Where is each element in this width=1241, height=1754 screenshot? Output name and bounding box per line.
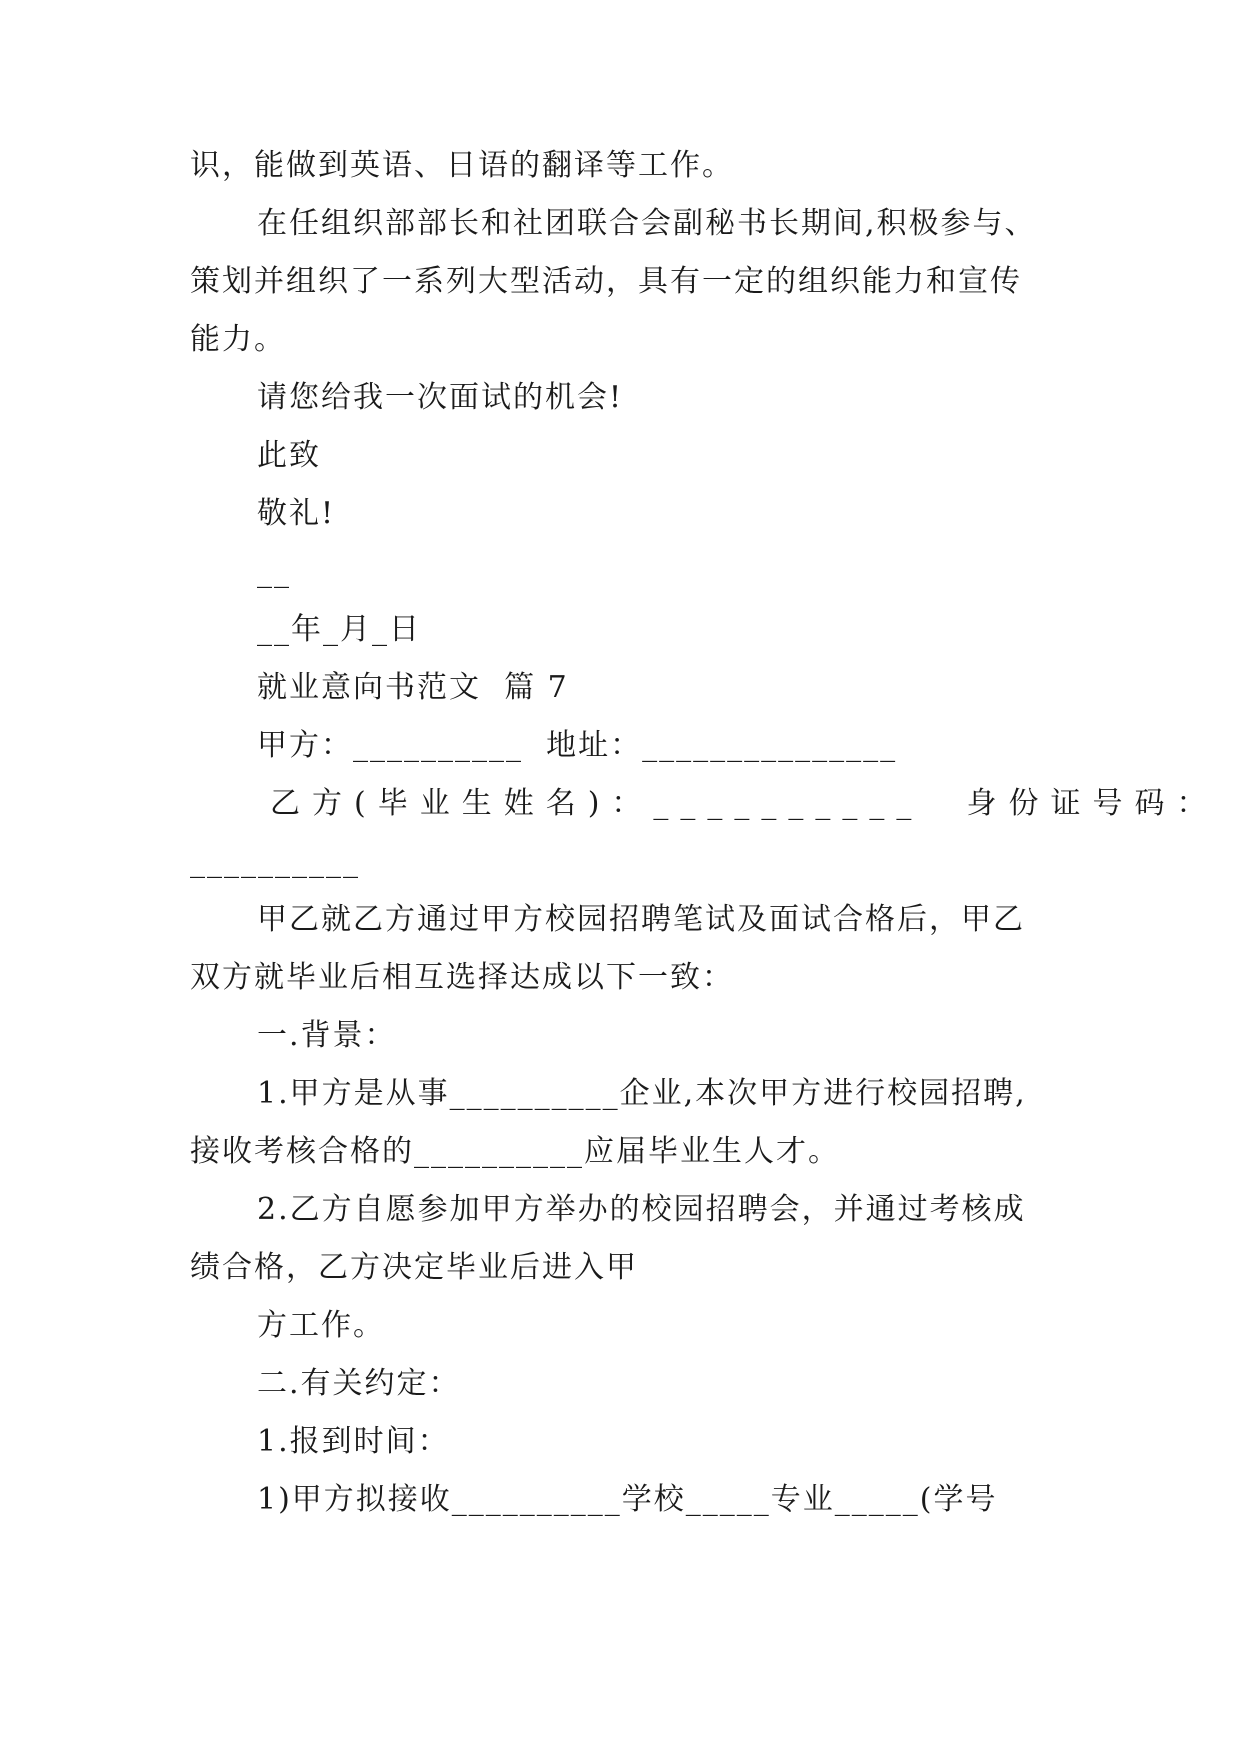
- clause-line: 2.乙方自愿参加甲方举办的校园招聘会，并通过考核成: [257, 1192, 1026, 1227]
- party-a-line: 甲方：__________ 地址：_______________: [257, 728, 898, 763]
- clause-line: 1.甲方是从事__________企业,本次甲方进行校园招聘,: [257, 1076, 1027, 1111]
- heading-agreements: 二.有关约定：: [257, 1366, 461, 1401]
- paragraph-line: 双方就毕业后相互选择达成以下一致：: [190, 960, 734, 995]
- id-number-blank: __________: [190, 844, 360, 879]
- paragraph-line: 甲乙就乙方通过甲方校园招聘笔试及面试合格后，甲乙: [257, 902, 1025, 937]
- paragraph-line: 请您给我一次面试的机会!: [257, 380, 624, 415]
- paragraph-line: 识，能做到英语、日语的翻译等工作。: [190, 148, 734, 183]
- closing-line: 敬礼!: [257, 496, 336, 531]
- clause-line: 接收考核合格的__________应届毕业生人才。: [190, 1134, 840, 1169]
- signature-blank: __: [257, 554, 291, 589]
- paragraph-line: 策划并组织了一系列大型活动，具有一定的组织能力和宣传: [190, 264, 1022, 299]
- closing-line: 此致: [257, 438, 321, 473]
- clause-line: 方工作。: [257, 1308, 385, 1343]
- clause-line: 1.报到时间：: [257, 1424, 450, 1459]
- clause-line: 绩合格，乙方决定毕业后进入甲: [190, 1250, 638, 1285]
- clause-line: 1)甲方拟接收__________学校_____专业_____(学号: [257, 1482, 998, 1517]
- section-title: 就业意向书范文 篇 7: [257, 670, 569, 705]
- paragraph-line: 在任组织部部长和社团联合会副秘书长期间,积极参与、: [257, 206, 1037, 241]
- heading-background: 一.背景：: [257, 1018, 397, 1053]
- paragraph-line: 能力。: [190, 322, 286, 357]
- party-b-line: 乙方(毕业生姓名)：__________ 身份证号码：: [270, 786, 1219, 821]
- date-line: __年_月_日: [257, 612, 421, 647]
